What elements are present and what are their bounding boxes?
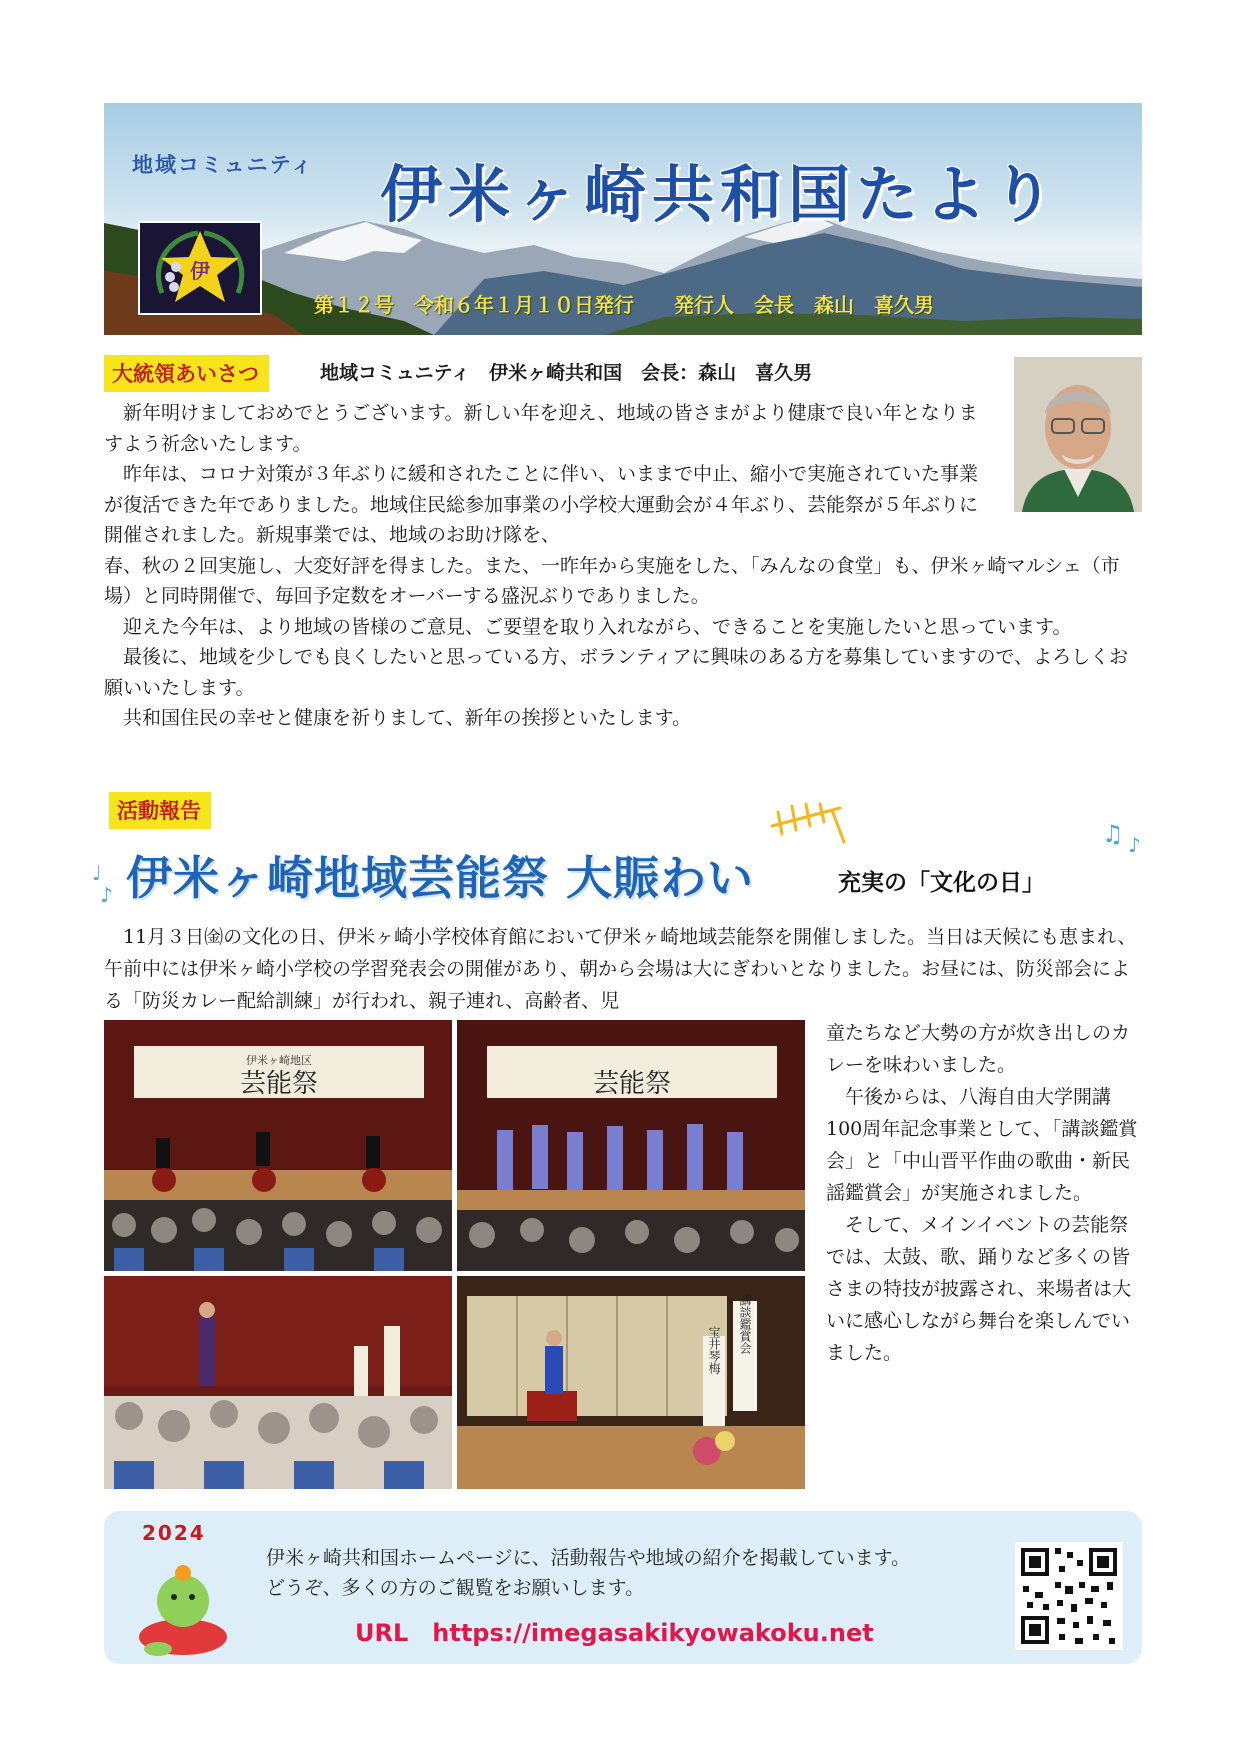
svg-text:♪: ♪ [1128,833,1141,857]
activity-side-paragraph: そして、メインイベントの芸能祭では、太鼓、歌、踊りなど多くの皆さまの特技が披露され、来場者は大いに感心しながら舞台を楽しんでいました。 [826,1214,1132,1364]
photo-dance [457,1020,805,1271]
header-banner [104,103,1142,335]
greeting-body [104,398,1142,734]
activity-intro [104,921,1142,1017]
svg-text:♫: ♫ [1102,820,1124,848]
activity-side-paragraph: 午後からは、八海自由大学開講100周年記念事業として、「講談鑑賞会」と「中山晋平作曲の歌曲・新民謡鑑賞会」が実施されました。 [826,1086,1138,1204]
greeting-paragraph: 春、秋の２回実施し、大変好評を得ました。また、一昨年から実施をした、「みんなの食堂」も、伊米ヶ崎マルシェ（市場）と同時開催で、毎回予定数をオーバーする盛況ぶりでありました。 [104,554,1120,607]
greeting-paragraph: 迎えた今年は、より地域の皆様のご意見、ご要望を取り入れながら、できることを実施したいと思っています。 [123,615,1072,638]
dragon-mascot-icon [128,1551,238,1657]
footer-panel [104,1511,1142,1664]
greeting-byline: 地域コミュニティ 伊米ヶ崎共和国 会長：森山 喜久男 [320,362,813,384]
svg-text:♩: ♩ [92,861,102,885]
music-note-icon [1100,818,1150,858]
homepage-url[interactable]: URL https://imegasakikyowakoku.net [355,1619,874,1647]
greeting-paragraph: 昨年は、コロナ対策が３年ぶりに緩和されたことに伴い、いままで中止、縮小で実施されていた事業が復活できた年でありました。地域住民総参加事業の小学校大運動会が４年ぶり、芸能祭が５年ぶりに開催されました。新規事業では、地域のお助け隊を、 [104,463,979,546]
photo-singer [104,1276,452,1489]
header-title: 伊米ヶ崎共和国たより [380,158,1061,231]
qr-code[interactable] [1015,1542,1123,1650]
svg-text:♪: ♪ [100,883,113,906]
greeting-paragraph: 共和国住民の幸せと健康を祈りまして、新年の挨拶といたします。 [123,707,692,729]
sign-text: 宝井琴梅 [707,1326,721,1374]
emblem-text: 伊 [190,259,210,283]
greeting-tag: 大統領あいさつ [104,355,269,392]
year-label: 2024 [142,1521,206,1545]
banner-small-text: 伊米ヶ崎地区 [246,1054,312,1067]
photo-taiko [104,1020,452,1271]
banner-text: 芸能祭 [592,1069,672,1099]
header-subtitle: 地域コミュニティ [132,153,314,177]
photo-storyteller [457,1276,805,1489]
activity-side-text [826,1017,1142,1369]
greeting-paragraph: 新年明けましておめでとうございます。新しい年を迎え、地域の皆さまがより健康で良い年となりますよう祈念いたします。 [104,402,978,455]
activity-side-paragraph: 童たちなど大勢の方が炊き出しのカレーを味わいました。 [826,1022,1131,1076]
activity-subtitle: 充実の「文化の日」 [838,870,1045,896]
activity-tag: 活動報告 [109,792,211,829]
banner-text: 芸能祭 [239,1069,319,1099]
footer-line2: どうぞ、多くの方のご観覧をお願いします。 [266,1577,645,1599]
republic-emblem [138,221,262,315]
activity-intro-text: 11月３日㈮の文化の日、伊米ヶ崎小学校体育館において伊米ヶ崎地域芸能祭を開催しました。当日は天候にも恵まれ、午前中には伊米ヶ崎小学校の学習発表会の開催があり、朝から会場は大にぎわいとなりました。お昼には、防災部会による「防災カレー配給訓練」が行われ、親子連れ、高齢者、児 [104,926,1137,1012]
sparkle-decoration [770,800,850,860]
activity-title: 伊米ヶ崎地域芸能祭 大賑わい [126,851,755,905]
greeting-paragraph: 最後に、地域を少しでも良くしたいと思っている方、ボランティアに興味のある方を募集していますので、よろしくお願いいたします。 [104,646,1129,699]
footer-line1: 伊米ヶ崎共和国ホームページに、活動報告や地域の紹介を掲載しています。 [266,1547,911,1569]
sign-text: 講談鑑賞会 [738,1294,752,1354]
issue-info: 第１２号 令和６年１月１０日発行 発行人 会長 森山 喜久男 [314,293,934,317]
music-note-icon [90,860,120,906]
